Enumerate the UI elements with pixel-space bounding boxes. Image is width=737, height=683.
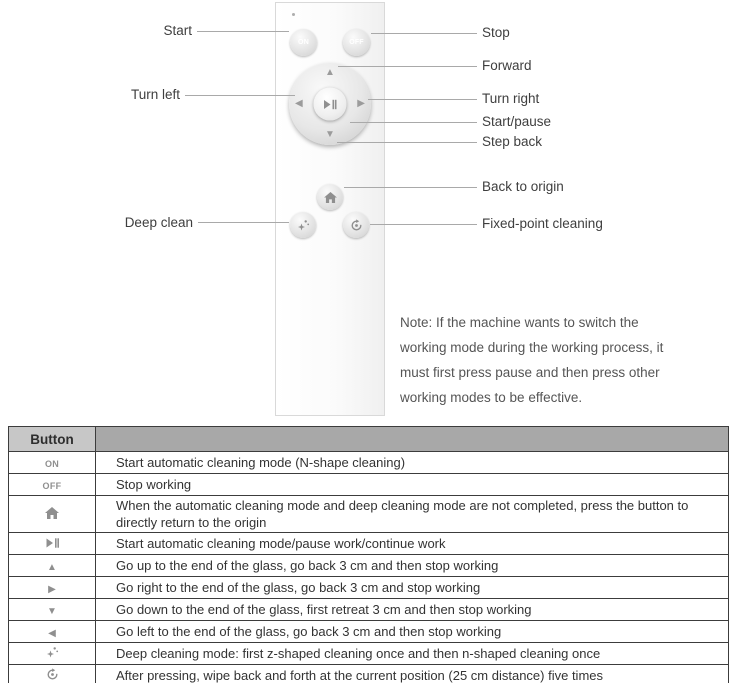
home-icon bbox=[324, 192, 337, 203]
table-row-home bbox=[9, 496, 729, 533]
home-button bbox=[317, 184, 343, 210]
row-description: Deep cleaning mode: first z-shaped cleaning once and then n-shaped cleaning once bbox=[96, 643, 729, 665]
button-function-table bbox=[8, 426, 729, 683]
note-text: Note: If the machine wants to switch the working mode during the working process, it must first press pause and then press other working modes to be effective. bbox=[400, 315, 664, 405]
table-row-right bbox=[9, 577, 729, 599]
play-pause-icon bbox=[46, 538, 59, 548]
table-row-deep-clean bbox=[9, 643, 729, 665]
table-header-button: Button bbox=[9, 427, 96, 452]
leader-line-fixed-point bbox=[370, 224, 477, 225]
row-description: Go right to the end of the glass, go back 3 cm and stop working bbox=[96, 577, 729, 599]
label-step-back: Step back bbox=[482, 134, 543, 149]
label-start: Start bbox=[163, 23, 192, 38]
on-button bbox=[290, 29, 317, 56]
label-start-pause: Start/pause bbox=[482, 114, 552, 129]
label-turn-left: Turn left bbox=[130, 87, 180, 102]
label-stop: Stop bbox=[482, 25, 510, 40]
down-arrow-icon: ▼ bbox=[325, 129, 335, 140]
table-row-off bbox=[9, 474, 729, 496]
left-arrow-icon: ◀ bbox=[48, 628, 56, 639]
on-button-icon: ON bbox=[44, 459, 60, 469]
off-button bbox=[343, 29, 370, 56]
row-description: After pressing, wipe back and forth at the current position (25 cm distance) five times bbox=[96, 665, 729, 683]
table-header-description bbox=[96, 427, 729, 452]
row-description: Go left to the end of the glass, go back 3 cm and then stop working bbox=[96, 621, 729, 643]
leader-line-deep-clean bbox=[198, 222, 289, 223]
row-description: When the automatic cleaning mode and deep cleaning mode are not completed, press the button to directly return to the origin bbox=[96, 496, 729, 533]
play-pause-icon bbox=[324, 99, 337, 109]
label-back-to-origin: Back to origin bbox=[482, 179, 564, 194]
label-fixed-point-cleaning: Fixed-point cleaning bbox=[482, 216, 603, 231]
fixed-point-icon bbox=[46, 668, 59, 681]
table-header-row bbox=[9, 427, 729, 452]
play-pause-button bbox=[314, 88, 347, 121]
led-indicator bbox=[292, 13, 295, 16]
deep-clean-button bbox=[290, 212, 316, 238]
table-row-play-pause bbox=[9, 533, 729, 555]
leader-line-stop bbox=[371, 33, 477, 34]
row-description: Go down to the end of the glass, first retreat 3 cm and then stop working bbox=[96, 599, 729, 621]
label-deep-clean: Deep clean bbox=[124, 215, 193, 230]
on-button-label: ON bbox=[298, 39, 309, 46]
leader-line-turn-right bbox=[368, 99, 477, 100]
off-button-icon: OFF bbox=[42, 481, 62, 491]
table-row-left bbox=[9, 621, 729, 643]
left-arrow-icon: ◀ bbox=[295, 98, 303, 109]
up-arrow-icon: ▲ bbox=[47, 562, 57, 573]
label-turn-right: Turn right bbox=[482, 91, 540, 106]
fixed-point-button bbox=[343, 212, 369, 238]
leader-line-back-to-origin bbox=[344, 187, 477, 188]
deep-clean-icon bbox=[296, 218, 310, 232]
leader-line-start bbox=[197, 31, 289, 32]
row-description: Start automatic cleaning mode (N-shape cleaning) bbox=[96, 452, 729, 474]
table-row-up bbox=[9, 555, 729, 577]
fixed-point-icon bbox=[350, 219, 363, 232]
table-row-down bbox=[9, 599, 729, 621]
right-arrow-icon: ▶ bbox=[48, 584, 56, 595]
leader-line-start-pause bbox=[350, 122, 477, 123]
table-row-on bbox=[9, 452, 729, 474]
leader-line-forward bbox=[338, 66, 477, 67]
leader-line-step-back bbox=[337, 142, 477, 143]
deep-clean-icon bbox=[45, 645, 59, 659]
row-description: Start automatic cleaning mode/pause work/continue work bbox=[96, 533, 729, 555]
home-icon bbox=[45, 507, 59, 519]
row-description: Go up to the end of the glass, go back 3 cm and then stop working bbox=[96, 555, 729, 577]
right-arrow-icon: ▶ bbox=[357, 98, 365, 109]
off-button-label: OFF bbox=[349, 39, 364, 46]
row-description: Stop working bbox=[96, 474, 729, 496]
up-arrow-icon: ▲ bbox=[325, 67, 335, 78]
table-row-fixed-point bbox=[9, 665, 729, 683]
leader-line-turn-left bbox=[185, 95, 295, 96]
direction-pad bbox=[289, 63, 371, 145]
label-forward: Forward bbox=[482, 58, 532, 73]
down-arrow-icon: ▼ bbox=[47, 606, 57, 617]
